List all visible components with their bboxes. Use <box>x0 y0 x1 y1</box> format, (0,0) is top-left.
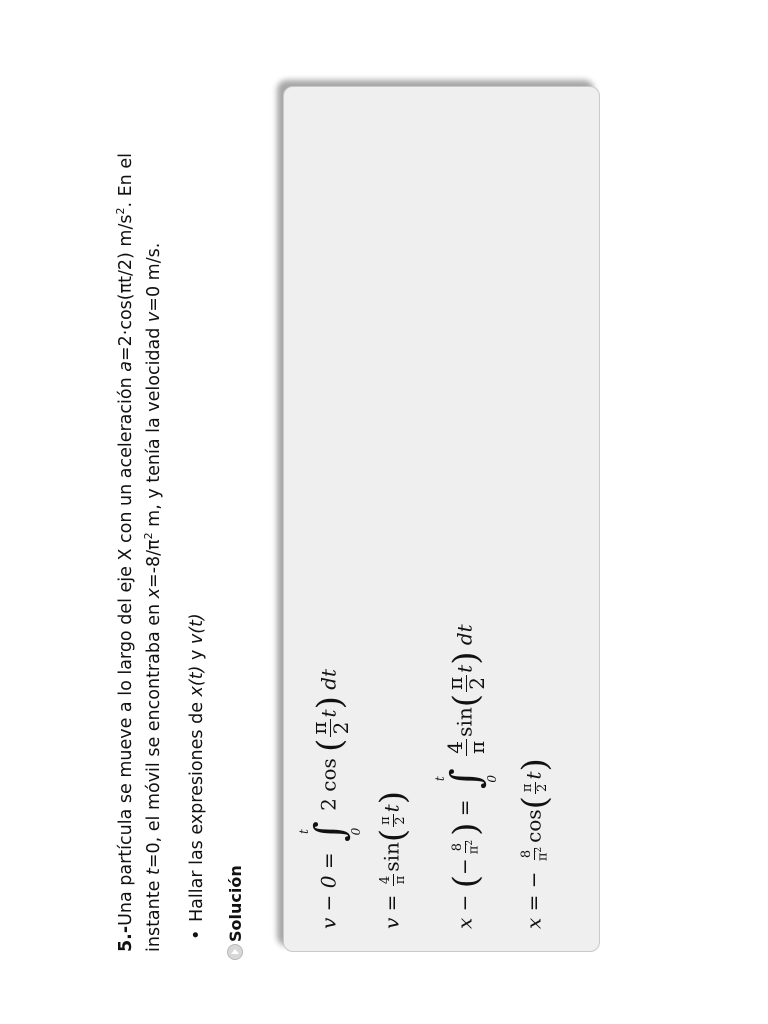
problem-number: 5.- <box>116 925 136 952</box>
expand-arrow-icon[interactable] <box>227 944 243 960</box>
integral-sign: t ∫ 0 <box>433 768 499 790</box>
equation-4: x = − 8 $\pi^2$ cos( π 2 t) <box>515 758 555 929</box>
solution-toggle[interactable] <box>224 865 248 960</box>
bullet-dot-icon: • <box>187 929 207 940</box>
problem-statement: 5.-Una partícula se mueve a lo largo del eje X con un aceleración a=2·cos(πt/2) $m/s^2$. En el instante t=0, el móvil se encontraba en $x=-8/\pi^2$ m, y tenía la velocidad v=0 m/s. <box>114 153 164 952</box>
solution-panel <box>283 86 600 952</box>
task-bullet: •Hallar las expresiones de x(t) y v(t) <box>184 613 210 940</box>
equation-3: x − (− 8 $\pi^2$ ) = t ∫ 0 4 π sin( π 2 t) dt <box>433 624 499 929</box>
solution-toggle-label[interactable]: Solución <box>226 865 245 942</box>
equation-2: v = 4 π sin( π 2 t) <box>373 791 413 929</box>
equation-1: v − 0 = t ∫ 0 2 cos ( π 2 t) dt <box>297 668 363 929</box>
integral-sign: t ∫ 0 <box>297 821 363 843</box>
